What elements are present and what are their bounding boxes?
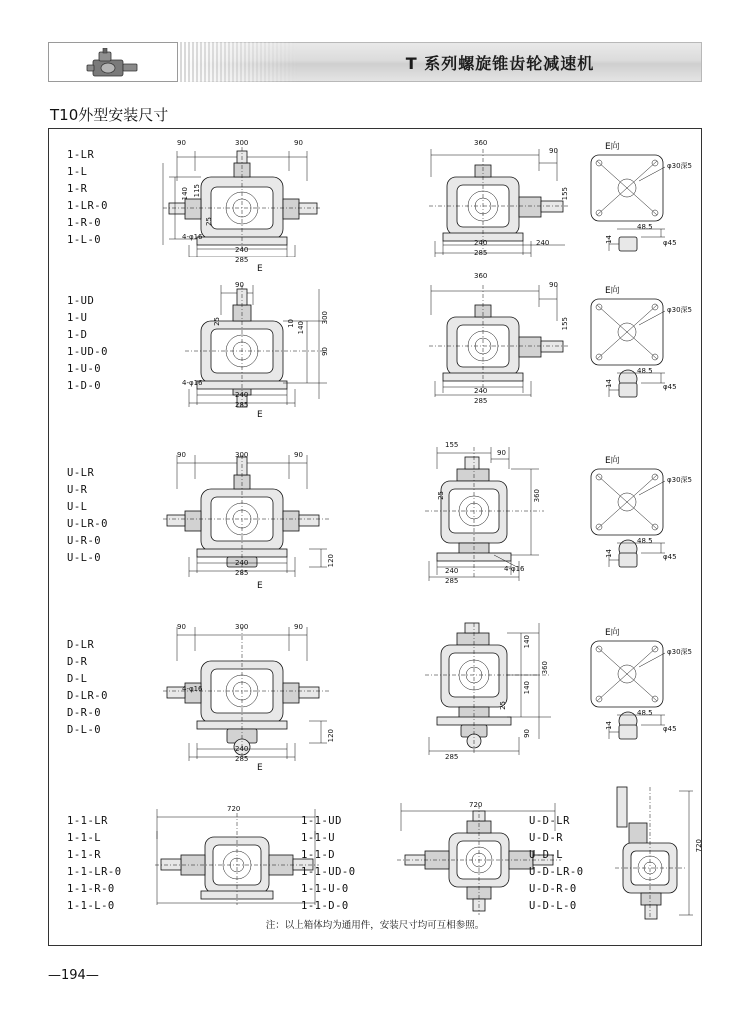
bottom-group1-dim-720: 720: [227, 805, 241, 813]
row-1-side-dim-240a: 240: [474, 239, 488, 247]
row-4-dim-90a: 90: [177, 623, 186, 631]
gearbox-icon: [81, 48, 145, 80]
label-1-lr: 1-LR: [67, 149, 95, 161]
row-1-side-dim-285: 285: [474, 249, 488, 257]
bottom-group3-drawing: [605, 783, 705, 923]
row-4-side-view: [399, 621, 584, 771]
row-1-front-view: [149, 137, 339, 257]
row-1-endview-title: E向: [605, 142, 620, 152]
row-1-dim-115: 115: [193, 184, 201, 198]
row-3-dim-90a: 90: [177, 451, 186, 459]
label-u-lr: U-LR: [67, 467, 95, 479]
row-3-endview-note: φ30深5: [667, 476, 692, 484]
label-1-l-0: 1-L-0: [67, 234, 102, 246]
row-4-dim-285: 285: [235, 755, 249, 763]
label-d-l: D-L: [67, 673, 88, 685]
row-1-endview-dim-45: φ45: [663, 239, 677, 247]
label-1-1-l-0: 1-1-L-0: [67, 900, 115, 912]
row-3-labels: [67, 465, 108, 567]
label-d-lr-0: D-LR-0: [67, 690, 108, 702]
row-1-labels: [67, 147, 108, 249]
row-4-endview-dim-485: 48.5: [637, 709, 653, 717]
row-3-side-dim-240: 240: [445, 567, 459, 575]
label-d-lr: D-LR: [67, 639, 95, 651]
row-4-side-dim-360: 360: [541, 661, 549, 675]
section-title: T10外型安装尺寸: [50, 106, 169, 124]
row-1-dim-top-90b: 90: [294, 139, 303, 147]
row-1-dim-25: 25: [205, 217, 213, 226]
label-1-ud: 1-UD: [67, 295, 95, 307]
label-u-r-0: U-R-0: [67, 535, 102, 547]
bottom-group2-labels: [301, 813, 356, 915]
row-1-hole-note: 4-φ16: [182, 233, 203, 241]
row-4-dim-240: 240: [235, 745, 249, 753]
row-3-side-dim-285: 285: [445, 577, 459, 585]
header-fade-stripes: [178, 42, 298, 82]
label-d-r: D-R: [67, 656, 88, 668]
row-1-side-dim-240b: 240: [536, 239, 550, 247]
row-4-side-dim-25: 25: [499, 701, 507, 710]
bottom-group2-dim-720: 720: [469, 801, 483, 809]
label-u-d-r: U-D-R: [529, 832, 564, 844]
row-1-endview-note: φ30深5: [667, 162, 692, 170]
row-1-dim-240: 240: [235, 246, 249, 254]
row-4-side-dim-285: 285: [445, 753, 459, 761]
label-1-r: 1-R: [67, 183, 88, 195]
row-2-dim-25: 25: [213, 317, 221, 326]
row-2-dim-285: 285: [235, 401, 249, 409]
label-u-lr-0: U-LR-0: [67, 518, 108, 530]
label-1-1-u: 1-1-U: [301, 832, 336, 844]
row-1-dim-top-90a: 90: [177, 139, 186, 147]
label-1-u-0: 1-U-0: [67, 363, 102, 375]
row-2-side-dim-285: 285: [474, 397, 488, 405]
header-title: T 系列螺旋锥齿轮减速机: [405, 53, 595, 73]
row-4-side-dim-140b: 140: [523, 681, 531, 695]
row-3-dim-90b: 90: [294, 451, 303, 459]
row-2-endview-dim-14: 14: [605, 379, 613, 388]
bottom-group3-dim-720: 720: [695, 839, 703, 853]
row-1-dim-285: 285: [235, 256, 249, 264]
row-3-side-dim-360: 360: [533, 489, 541, 503]
header-logo-box: [48, 42, 178, 82]
row-1-side-dim-360: 360: [474, 139, 488, 147]
row-3-dim-300: 300: [235, 451, 249, 459]
row-3-view-mark-e: E: [257, 581, 263, 591]
row-2-dim-90b: 90: [321, 347, 329, 356]
bottom-group1-labels: [67, 813, 122, 915]
row-2-side-dim-155: 155: [561, 317, 569, 331]
row-1-side-dim-155: 155: [561, 187, 569, 201]
row-4-side-dim-90: 90: [523, 729, 531, 738]
label-1-1-l: 1-1-L: [67, 832, 102, 844]
row-3-front-view: [149, 449, 349, 579]
row-2-endview-dim-485: 48.5: [637, 367, 653, 375]
row-2-side-dim-240: 240: [474, 387, 488, 395]
label-d-l-0: D-L-0: [67, 724, 102, 736]
row-3-side-view: [399, 439, 584, 589]
row-1-dim-top-300: 300: [235, 139, 249, 147]
row-2-side-dim-360: 360: [474, 272, 488, 280]
label-1-l: 1-L: [67, 166, 88, 178]
row-4-labels: [67, 637, 108, 739]
row-4-endview-note: φ30深5: [667, 648, 692, 656]
row-4-endview-dim-45: φ45: [663, 725, 677, 733]
row-3-dim-240: 240: [235, 559, 249, 567]
bottom-group3-labels: [529, 813, 584, 915]
label-1-1-ud: 1-1-UD: [301, 815, 342, 827]
row-1-side-view: [409, 137, 579, 257]
row-3-endview-dim-45: φ45: [663, 553, 677, 561]
label-1-1-u-0: 1-1-U-0: [301, 883, 349, 895]
label-1-lr-0: 1-LR-0: [67, 200, 108, 212]
label-1-d-0: 1-D-0: [67, 380, 102, 392]
label-1-1-r: 1-1-R: [67, 849, 102, 861]
row-3-endview-dim-485: 48.5: [637, 537, 653, 545]
row-1-view-mark-e: E: [257, 264, 263, 274]
label-u-d-l: U-D-L: [529, 849, 564, 861]
label-1-1-ud-0: 1-1-UD-0: [301, 866, 356, 878]
row-4-hole-note: 4-φ16: [182, 685, 203, 693]
label-1-1-lr-0: 1-1-LR-0: [67, 866, 122, 878]
row-2-side-dim-90: 90: [549, 281, 558, 289]
drawing-frame: [48, 128, 702, 946]
row-2-front-view: [149, 279, 349, 409]
row-2-dim-140: 140: [297, 321, 305, 335]
label-u-l-0: U-L-0: [67, 552, 102, 564]
row-2-dim-240: 240: [235, 391, 249, 399]
row-2-endview-dim-45: φ45: [663, 383, 677, 391]
label-1-1-r-0: 1-1-R-0: [67, 883, 115, 895]
row-3-hole-note: 4-φ16: [504, 565, 525, 573]
row-1-side-dim-90: 90: [549, 147, 558, 155]
row-4-dim-120: 120: [327, 729, 335, 743]
page-header: [48, 42, 702, 82]
label-d-r-0: D-R-0: [67, 707, 102, 719]
label-u-d-r-0: U-D-R-0: [529, 883, 577, 895]
row-4-endview-dim-14: 14: [605, 721, 613, 730]
row-4-view-mark-e: E: [257, 763, 263, 773]
page-number: —194—: [48, 968, 99, 983]
label-u-d-lr: U-D-LR: [529, 815, 570, 827]
label-1-ud-0: 1-UD-0: [67, 346, 108, 358]
row-4-endview-title: E向: [605, 628, 620, 638]
row-2-labels: [67, 293, 108, 395]
label-u-l: U-L: [67, 501, 88, 513]
row-1-endview-dim-485: 48.5: [637, 223, 653, 231]
row-3-side-dim-90: 90: [497, 449, 506, 457]
label-u-d-lr-0: U-D-LR-0: [529, 866, 584, 878]
label-1-1-d: 1-1-D: [301, 849, 336, 861]
row-2-view-mark-e: E: [257, 410, 263, 420]
label-1-r-0: 1-R-0: [67, 217, 102, 229]
row-2-endview-title: E向: [605, 286, 620, 296]
label-1-u: 1-U: [67, 312, 88, 324]
row-3-dim-120: 120: [327, 554, 335, 568]
label-1-d: 1-D: [67, 329, 88, 341]
row-3-endview-dim-14: 14: [605, 549, 613, 558]
row-2-dim-top-90: 90: [235, 281, 244, 289]
row-2-dim-10: 10: [287, 319, 295, 328]
label-1-1-d-0: 1-1-D-0: [301, 900, 349, 912]
row-1-endview-dim-14: 14: [605, 235, 613, 244]
label-u-d-l-0: U-D-L-0: [529, 900, 577, 912]
row-2-hole-note: 4-φ16: [182, 379, 203, 387]
row-4-dim-300: 300: [235, 623, 249, 631]
row-4-front-view: [149, 621, 349, 761]
row-2-dim-300: 300: [321, 311, 329, 325]
row-3-endview-title: E向: [605, 456, 620, 466]
row-3-side-dim-25: 25: [437, 491, 445, 500]
label-1-1-lr: 1-1-LR: [67, 815, 108, 827]
row-4-dim-90b: 90: [294, 623, 303, 631]
row-2-endview-note: φ30深5: [667, 306, 692, 314]
row-3-dim-285: 285: [235, 569, 249, 577]
bottom-group1-drawing: [147, 801, 327, 919]
row-4-side-dim-140a: 140: [523, 635, 531, 649]
label-u-r: U-R: [67, 484, 88, 496]
row-1-dim-140: 140: [181, 187, 189, 201]
footnote: 注：以上箱体均为通用件，安装尺寸均可互相参照。: [265, 920, 485, 931]
row-3-side-dim-155: 155: [445, 441, 459, 449]
